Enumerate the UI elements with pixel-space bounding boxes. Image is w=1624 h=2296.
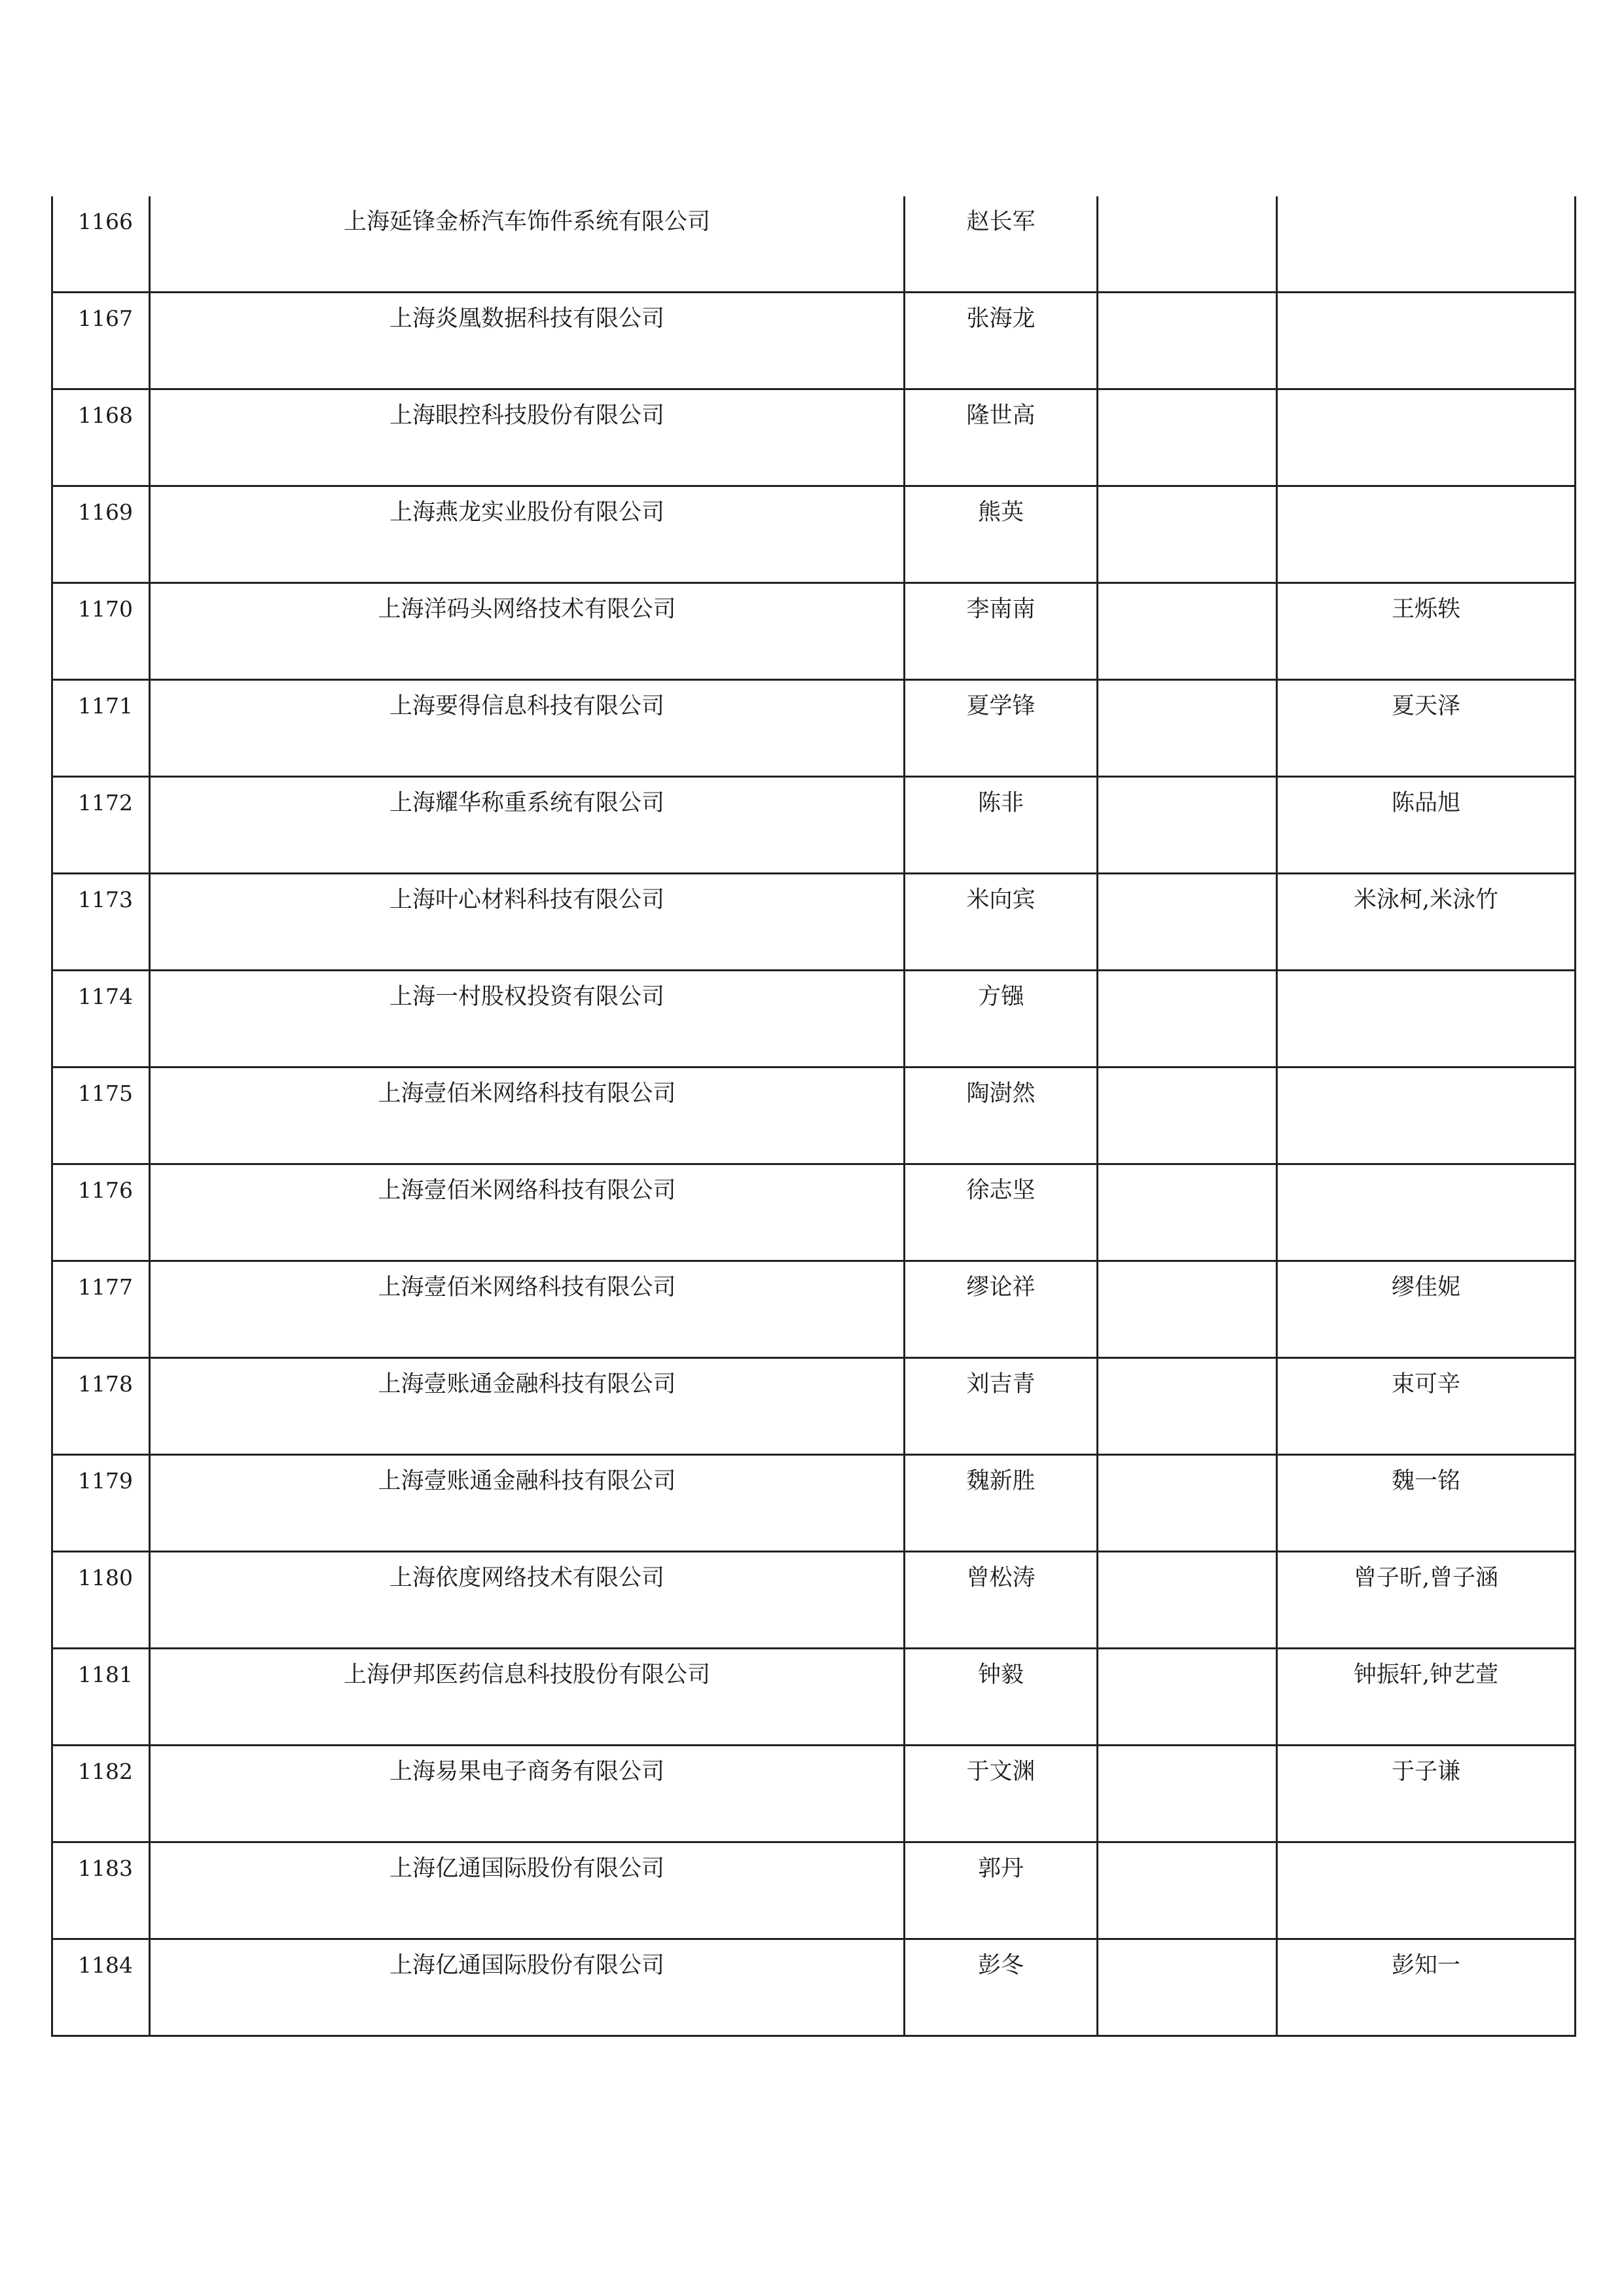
table-body [52,196,1576,2036]
empty-cell [1098,1455,1277,1552]
person-name-cell [905,1649,1098,1746]
row-index-cell [52,583,150,680]
company-name-cell-text: 上海叶心材料科技有限公司 [389,887,664,913]
person-name-cell-text: 彭冬 [977,1952,1024,1979]
row-index-cell-text: 1182 [78,1759,133,1784]
company-name-cell [150,1939,905,2036]
empty-cell-text [1098,1552,1276,1567]
relatives-cell [1277,583,1576,680]
person-name-cell [905,1939,1098,2036]
company-name-cell-text: 上海燕龙实业股份有限公司 [389,499,664,526]
relatives-cell-text: 束可辛 [1391,1371,1460,1397]
row-index-cell [52,389,150,486]
row-index-cell [52,1552,150,1649]
row-index-cell [52,1939,150,2036]
table-row [52,874,1576,971]
person-name-cell-text: 魏新胜 [966,1468,1036,1494]
relatives-cell-text [1278,293,1574,308]
empty-cell [1098,1067,1277,1164]
person-name-cell-text: 于文渊 [966,1759,1036,1785]
row-index-cell-text: 1166 [78,209,133,234]
table-row [52,1261,1576,1358]
relatives-cell-text [1278,971,1574,986]
empty-cell-text [1098,293,1276,308]
row-index-cell-text: 1184 [78,1952,133,1978]
company-name-cell [150,1358,905,1455]
person-name-cell-text: 陈非 [977,790,1024,816]
relatives-cell [1277,680,1576,777]
relatives-cell-text: 曾子昕,曾子涵 [1353,1565,1499,1591]
company-name-cell [150,1455,905,1552]
person-name-cell [905,1455,1098,1552]
company-name-cell-text: 上海延锋金桥汽车饰件系统有限公司 [343,209,710,235]
empty-cell [1098,1261,1277,1358]
company-name-cell-text: 上海眼控科技股份有限公司 [389,403,664,429]
row-index-cell [52,1842,150,1939]
person-name-cell-text: 刘吉青 [966,1371,1036,1397]
company-name-cell [150,1746,905,1842]
relatives-cell-text [1278,390,1574,404]
company-name-cell [150,971,905,1067]
company-name-cell-text: 上海要得信息科技有限公司 [389,693,664,719]
empty-cell-text [1098,1649,1276,1664]
row-index-cell-text: 1177 [78,1274,133,1300]
company-name-cell-text: 上海洋码头网络技术有限公司 [378,596,676,622]
row-index-cell [52,196,150,293]
company-name-cell-text: 上海依度网络技术有限公司 [389,1565,664,1591]
relatives-cell-text [1278,1068,1574,1083]
table-row [52,971,1576,1067]
person-name-cell [905,874,1098,971]
company-name-cell-text: 上海壹佰米网络科技有限公司 [378,1177,676,1204]
company-name-cell-text: 上海壹账通金融科技有限公司 [378,1371,676,1397]
empty-cell-text [1098,681,1276,695]
company-name-cell [150,1067,905,1164]
empty-cell-text [1098,778,1276,792]
row-index-cell [52,1649,150,1746]
relatives-cell-text [1278,1843,1574,1857]
relatives-cell-text: 米泳柯,米泳竹 [1353,887,1499,913]
empty-cell [1098,389,1277,486]
person-name-cell [905,1746,1098,1842]
table-row [52,486,1576,583]
relatives-cell [1277,1939,1576,2036]
row-index-cell [52,293,150,389]
relatives-cell [1277,1746,1576,1842]
table-row [52,583,1576,680]
person-name-cell-text: 夏学锋 [966,693,1036,719]
person-name-cell [905,777,1098,874]
person-name-cell [905,389,1098,486]
person-name-cell-text: 缪论祥 [966,1274,1036,1300]
company-name-cell [150,777,905,874]
person-name-cell [905,1261,1098,1358]
person-name-cell-text: 郭丹 [977,1856,1024,1882]
empty-cell-text [1098,1359,1276,1373]
row-index-cell-text: 1176 [78,1177,133,1203]
empty-cell-text [1098,196,1276,211]
company-name-cell [150,1842,905,1939]
company-name-cell-text: 上海炎凰数据科技有限公司 [389,306,664,332]
relatives-cell-text [1278,1165,1574,1179]
empty-cell [1098,583,1277,680]
person-name-cell [905,971,1098,1067]
empty-cell-text [1098,584,1276,598]
table-row [52,293,1576,389]
row-index-cell [52,971,150,1067]
relatives-cell [1277,1649,1576,1746]
empty-cell [1098,971,1277,1067]
row-index-cell-text: 1170 [78,596,133,622]
table-row [52,777,1576,874]
table-row [52,1067,1576,1164]
person-name-cell [905,1552,1098,1649]
row-index-cell-text: 1179 [78,1468,133,1494]
person-name-cell [905,293,1098,389]
relatives-cell [1277,1455,1576,1552]
company-name-cell [150,293,905,389]
person-name-cell-text: 徐志坚 [966,1177,1036,1204]
person-name-cell-text: 陶澍然 [966,1081,1036,1107]
company-name-cell-text: 上海易果电子商务有限公司 [389,1759,664,1785]
person-name-cell [905,1842,1098,1939]
empty-cell-text [1098,1165,1276,1179]
empty-cell-text [1098,971,1276,986]
company-name-cell [150,1552,905,1649]
empty-cell [1098,874,1277,971]
list-table-container [51,196,1574,2037]
empty-cell-text [1098,390,1276,404]
row-index-cell-text: 1181 [78,1662,133,1687]
relatives-cell-text: 魏一铭 [1391,1468,1460,1494]
relatives-cell [1277,389,1576,486]
table-row [52,1455,1576,1552]
relatives-cell-text: 彭知一 [1391,1952,1460,1979]
relatives-cell [1277,1261,1576,1358]
row-index-cell-text: 1178 [78,1371,133,1397]
company-name-cell-text: 上海壹账通金融科技有限公司 [378,1468,676,1494]
relatives-cell [1277,971,1576,1067]
person-name-cell [905,196,1098,293]
person-name-cell [905,1067,1098,1164]
company-name-cell [150,1261,905,1358]
person-name-cell-text: 隆世高 [966,403,1036,429]
company-name-cell [150,389,905,486]
row-index-cell [52,1455,150,1552]
relatives-cell-text [1278,487,1574,501]
row-index-cell-text: 1173 [78,887,133,912]
row-index-cell [52,874,150,971]
row-index-cell-text: 1169 [78,499,133,525]
person-name-cell-text: 钟毅 [977,1662,1024,1688]
person-name-cell-text: 张海龙 [966,306,1036,332]
row-index-cell [52,680,150,777]
table-row [52,1358,1576,1455]
row-index-cell [52,1164,150,1261]
row-index-cell-text: 1180 [78,1565,133,1590]
company-name-cell-text: 上海亿通国际股份有限公司 [389,1856,664,1882]
table-row [52,1939,1576,2036]
empty-cell [1098,1746,1277,1842]
relatives-cell-text: 钟振轩,钟艺萱 [1353,1662,1499,1688]
person-name-cell-text: 方镪 [977,984,1024,1010]
empty-cell [1098,486,1277,583]
company-name-cell [150,1649,905,1746]
company-name-cell-text: 上海壹佰米网络科技有限公司 [378,1274,676,1300]
relatives-cell [1277,1067,1576,1164]
company-name-cell [150,1164,905,1261]
empty-cell [1098,293,1277,389]
company-name-cell [150,196,905,293]
empty-cell [1098,1552,1277,1649]
row-index-cell-text: 1168 [78,403,133,428]
row-index-cell-text: 1175 [78,1081,133,1106]
empty-cell [1098,680,1277,777]
empty-cell [1098,1164,1277,1261]
table-row [52,196,1576,293]
relatives-cell-text: 陈品旭 [1391,790,1460,816]
company-name-cell-text: 上海一村股权投资有限公司 [389,984,664,1010]
empty-cell-text [1098,874,1276,889]
relatives-cell [1277,293,1576,389]
company-name-cell-text: 上海伊邦医药信息科技股份有限公司 [343,1662,710,1688]
relatives-cell [1277,874,1576,971]
table-row [52,1842,1576,1939]
row-index-cell-text: 1183 [78,1856,133,1881]
empty-cell [1098,1358,1277,1455]
person-name-cell-text: 李南南 [966,596,1036,622]
person-name-cell [905,486,1098,583]
company-name-cell-text: 上海耀华称重系统有限公司 [389,790,664,816]
relatives-cell [1277,1164,1576,1261]
person-name-cell-text: 赵长军 [966,209,1036,235]
person-name-cell-text: 曾松涛 [966,1565,1036,1591]
relatives-cell-text: 夏天泽 [1391,693,1460,719]
empty-cell-text [1098,1456,1276,1470]
empty-cell-text [1098,1068,1276,1083]
relatives-cell-text [1278,196,1574,211]
empty-cell [1098,1649,1277,1746]
relatives-cell [1277,1552,1576,1649]
empty-cell [1098,1939,1277,2036]
empty-cell [1098,196,1277,293]
empty-cell-text [1098,1746,1276,1761]
row-index-cell [52,486,150,583]
table-row [52,1649,1576,1746]
relatives-cell [1277,486,1576,583]
company-name-cell [150,486,905,583]
empty-cell [1098,1842,1277,1939]
relatives-cell [1277,1358,1576,1455]
person-name-cell [905,583,1098,680]
list-table [51,196,1576,2037]
company-name-cell [150,874,905,971]
row-index-cell [52,1261,150,1358]
relatives-cell [1277,196,1576,293]
person-name-cell-text: 米向宾 [966,887,1036,913]
person-name-cell-text: 熊英 [977,499,1024,526]
empty-cell-text [1098,1262,1276,1276]
empty-cell [1098,777,1277,874]
person-name-cell [905,680,1098,777]
company-name-cell-text: 上海亿通国际股份有限公司 [389,1952,664,1979]
table-row [52,680,1576,777]
row-index-cell-text: 1172 [78,790,133,816]
row-index-cell-text: 1171 [78,693,133,719]
company-name-cell-text: 上海壹佰米网络科技有限公司 [378,1081,676,1107]
row-index-cell-text: 1174 [78,984,133,1009]
table-row [52,1164,1576,1261]
row-index-cell [52,1067,150,1164]
row-index-cell [52,1358,150,1455]
relatives-cell [1277,1842,1576,1939]
table-row [52,1552,1576,1649]
empty-cell-text [1098,1843,1276,1857]
table-row [52,389,1576,486]
relatives-cell [1277,777,1576,874]
row-index-cell [52,777,150,874]
table-row [52,1746,1576,1842]
empty-cell-text [1098,1940,1276,1954]
empty-cell-text [1098,487,1276,501]
row-index-cell [52,1746,150,1842]
relatives-cell-text: 王烁轶 [1391,596,1460,622]
person-name-cell [905,1358,1098,1455]
company-name-cell [150,680,905,777]
relatives-cell-text: 于子谦 [1391,1759,1460,1785]
company-name-cell [150,583,905,680]
row-index-cell-text: 1167 [78,306,133,331]
person-name-cell [905,1164,1098,1261]
relatives-cell-text: 缪佳妮 [1391,1274,1460,1300]
